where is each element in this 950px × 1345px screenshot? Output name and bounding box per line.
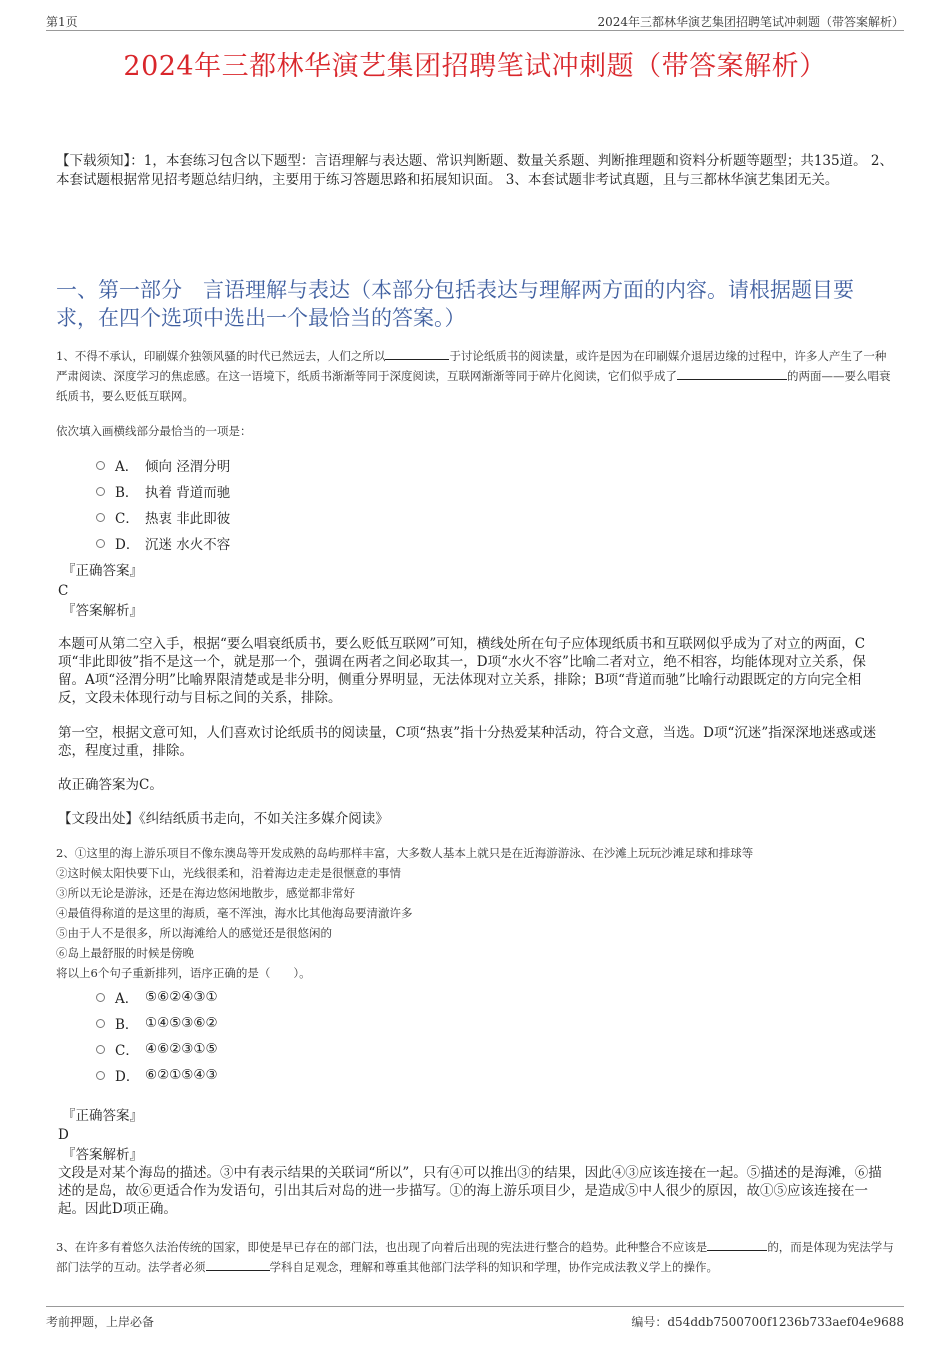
page-header xyxy=(46,10,904,31)
fill-blank xyxy=(206,1258,270,1271)
option-d[interactable]: D． ⑥②①⑤④③ xyxy=(96,1062,218,1088)
option-a[interactable]: A． ⑤⑥②④③① xyxy=(96,984,218,1010)
document-id: 编号：d54ddb7500700f1236b733aef04e9688 xyxy=(631,1315,904,1329)
radio-icon[interactable] xyxy=(96,1019,105,1028)
analysis-conclusion: 故正确答案为C。 xyxy=(58,777,163,793)
question-1-prompt: 依次填入画横线部分最恰当的一项是： xyxy=(56,424,252,438)
download-notice: 【下载须知】：1，本套练习包含以下题型：言语理解与表达题、常识判断题、数量关系题、判断推理题和资料分析题等题型；共135道。 2、本套试题根据常见招考题总结归纳，主要用于练习答题思路和拓展知识面。 3、本套试题非考试真题，且与三都林华演艺集团无关。 xyxy=(56,153,893,188)
fill-blank xyxy=(385,347,449,360)
analysis-paragraph: 文段是对某个海岛的描述。③中有表示结果的关联词“所以”，只有④可以推出③的结果，因此④③应该连接在一起。⑤描述的是海滩，⑥描述的是岛，故⑥更适合作为发语句，引出其后对岛的进一步描写。①的海上游乐项目少，是造成⑤中人很少的原因，故①⑤应该连接在一起。因此D项正确。 xyxy=(58,1165,882,1217)
question-2-stem: 2、①这里的海上游乐项目不像东澳岛等开发成熟的岛屿那样丰富，大多数人基本上就只是在近海游游泳、在沙滩上玩玩沙滩足球和排球等 ②这时候太阳快要下山，光线很柔和，沿着海边走走是很惬意的事情 ③所以无论是游泳，还是在海边悠闲地散步，感觉都非常好 ④最值得称道的是这里的海质，毫不浑浊，海水比其他海岛要清澈许多 ⑤由于人不是很多，所以海滩给人的感觉还是很悠闲的 ⑥岛上最舒服的时候是傍晚 将以上6个句子重新排列，语序正确的是（ ）。 xyxy=(56,846,754,980)
source-citation: 【文段出处】《纠结纸质书走向，不如关注多媒介阅读》 xyxy=(58,811,389,827)
option-c[interactable]: C． 热衷 非此即彼 xyxy=(96,504,230,530)
answer-label: 『正确答案』 xyxy=(62,1108,143,1124)
option-b[interactable]: B． ①④⑤③⑥② xyxy=(96,1010,218,1036)
analysis-label: 『答案解析』 xyxy=(62,603,143,619)
radio-icon[interactable] xyxy=(96,993,105,1002)
analysis-paragraph: 第一空，根据文意可知，人们喜欢讨论纸质书的阅读量，C项“热衷”指十分热爱某种活动，符合文意，当选。D项“沉迷”指深深地迷惑或迷恋，程度过重，排除。 xyxy=(58,725,877,759)
header-doc-title: 2024年三都林华演艺集团招聘笔试冲刺题（带答案解析） xyxy=(597,15,904,29)
fill-blank xyxy=(677,367,787,380)
fill-blank xyxy=(707,1238,767,1251)
footer-slogan: 考前押题，上岸必备 xyxy=(46,1315,155,1329)
option-d[interactable]: D． 沉迷 水火不容 xyxy=(96,530,230,556)
question-3-stem: 3、在许多有着悠久法治传统的国家，即使是早已存在的部门法，也出现了向着后出现的宪法进行整合的趋势。此种整合不应该是 的，而是体现为宪法学与部门法学的互动。法学者必须 学科自足观念，理解和尊重其他部门法学科的知识和学理，协作完成法教义学上的操作。 xyxy=(56,1240,894,1274)
radio-icon[interactable] xyxy=(96,461,105,470)
page-footer xyxy=(46,1306,904,1331)
answer-value: C xyxy=(58,583,69,599)
section-heading: 一、第一部分 言语理解与表达（本部分包括表达与理解两方面的内容。请根据题目要求，在四个选项中选出一个最恰当的答案。） xyxy=(56,278,854,330)
radio-icon[interactable] xyxy=(96,513,105,522)
question-2-options xyxy=(96,984,218,1088)
answer-value: D xyxy=(58,1127,69,1143)
option-b[interactable]: B． 执着 背道而驰 xyxy=(96,478,230,504)
radio-icon[interactable] xyxy=(96,539,105,548)
radio-icon[interactable] xyxy=(96,1071,105,1080)
question-1-stem: 1、不得不承认，印刷媒介独领风骚的时代已然远去，人们之所以 于讨论纸质书的阅读量，或许是因为在印刷媒介退居边缘的过程中，许多人产生了一种严肃阅读、深度学习的焦虑感。在这一语境下，纸质书渐渐等同于深度阅读，互联网渐渐等同于碎片化阅读，它们似乎成了 的两面——要么唱衰纸质书，要么贬低互联网。 xyxy=(56,349,891,403)
radio-icon[interactable] xyxy=(96,487,105,496)
option-a[interactable]: A． 倾向 泾渭分明 xyxy=(96,452,230,478)
analysis-paragraph: 本题可从第二空入手，根据“要么唱衰纸质书，要么贬低互联网”可知，横线处所在句子应体现纸质书和互联网似乎成为了对立的两面，C项“非此即彼”指不是这一个，就是那一个，强调在两者之间必取其一，D项“水火不容”比喻二者对立，绝不相容，均能体现对立关系，保留。A项“泾渭分明”比喻界限清楚或是非分明，侧重分界明显，无法体现对立关系，排除；B项“背道而驰”比喻行动跟既定的方向完全相反，文段未体现行动与目标之间的关系，排除。 xyxy=(58,636,866,706)
page-number: 第1页 xyxy=(46,15,78,29)
answer-label: 『正确答案』 xyxy=(62,563,143,579)
page-title: 2024年三都林华演艺集团招聘笔试冲刺题（带答案解析） xyxy=(123,51,827,82)
analysis-label: 『答案解析』 xyxy=(62,1147,143,1163)
option-c[interactable]: C． ④⑥②③①⑤ xyxy=(96,1036,218,1062)
radio-icon[interactable] xyxy=(96,1045,105,1054)
question-1-options xyxy=(96,452,230,556)
